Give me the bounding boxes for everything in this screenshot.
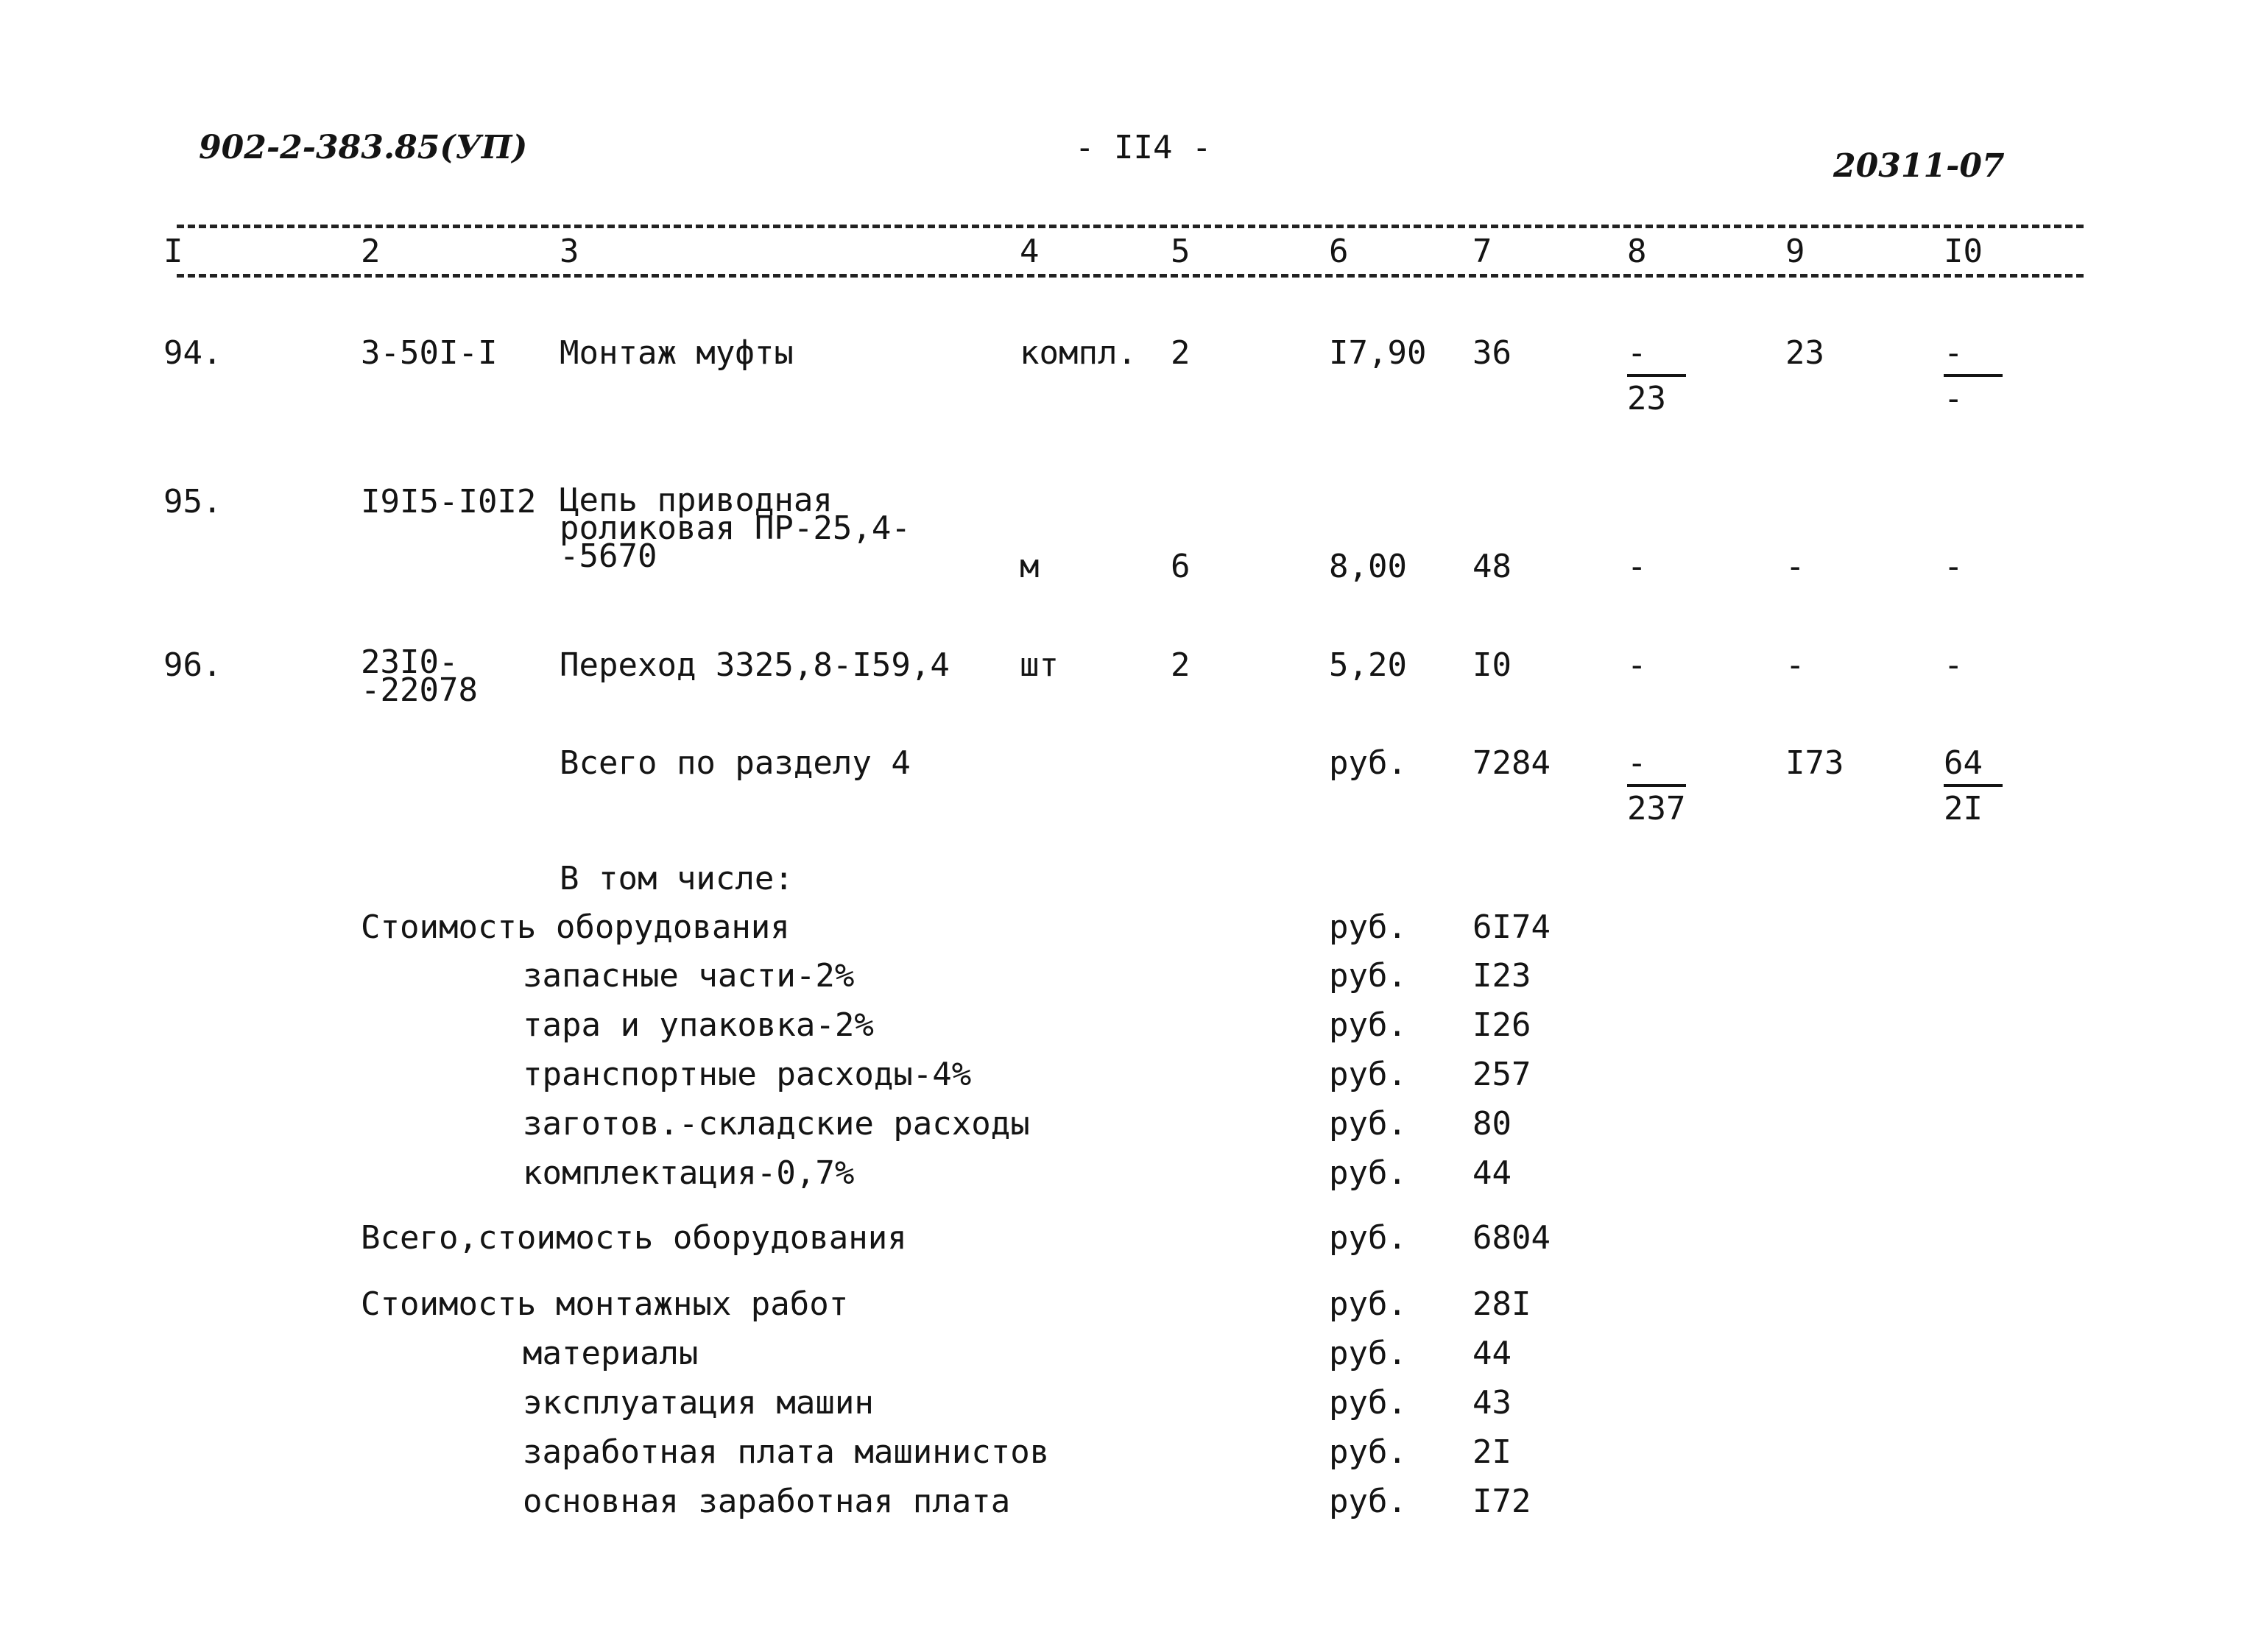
fraction-numerator: 64 [1944, 747, 2003, 787]
breakdown-item-value: 257 [1472, 1056, 1531, 1093]
column-header: 9 [1785, 233, 1805, 270]
breakdown-item-value: I23 [1472, 957, 1531, 995]
installation-cost-label: Стоимость монтажных работ [361, 1285, 849, 1323]
breakdown-item-value: 44 [1472, 1335, 1512, 1372]
breakdown-item-unit: руб. [1329, 1335, 1407, 1372]
breakdown-item-unit: руб. [1329, 1056, 1407, 1093]
row-number: 96. [163, 646, 222, 684]
section-total-value: 7284 [1472, 744, 1551, 782]
section-total-col8-fraction [1627, 744, 1686, 827]
row-name-line: роликовая ПР-25,4- [560, 509, 911, 547]
breakdown-item-value: 80 [1472, 1105, 1512, 1143]
row-col10: - [1944, 646, 1964, 684]
column-header: 6 [1329, 233, 1349, 270]
installation-cost-unit: руб. [1329, 1285, 1407, 1323]
breakdown-item-label: транспортные расходы-4% [523, 1056, 972, 1093]
column-header: 2 [361, 233, 381, 270]
breakdown-item-unit: руб. [1329, 1154, 1407, 1192]
page-number: - II4 - [1075, 129, 1212, 166]
breakdown-item-label: комплектация-0,7% [523, 1154, 855, 1192]
section-total-unit: руб. [1329, 744, 1407, 782]
row-total: I0 [1472, 646, 1512, 684]
document-code: 902-2-383.85(УП) [199, 129, 528, 166]
row-col10: - [1944, 548, 1964, 585]
row-quantity: 2 [1171, 646, 1191, 684]
row-name-line: -5670 [560, 537, 657, 575]
breakdown-item-label: заработная плата машинистов [523, 1433, 1050, 1471]
row-col9: - [1785, 548, 1805, 585]
breakdown-item-unit: руб. [1329, 957, 1407, 995]
fraction-denominator: - [1944, 380, 1964, 417]
row-col9: 23 [1785, 334, 1824, 372]
breakdown-item-label: материалы [523, 1335, 699, 1372]
row-quantity: 2 [1171, 334, 1191, 372]
row-price: I7,90 [1329, 334, 1427, 372]
row-name: Монтаж муфты [560, 334, 794, 372]
breakdown-item-label: эксплуатация машин [523, 1384, 874, 1422]
header-rule-bottom [177, 274, 2084, 278]
breakdown-item-unit: руб. [1329, 1433, 1407, 1471]
row-total: 36 [1472, 334, 1512, 372]
row-quantity: 6 [1171, 548, 1191, 585]
row-price: 8,00 [1329, 548, 1407, 585]
section-total-col10-fraction [1944, 744, 2003, 827]
row-unit: шт [1020, 646, 1059, 684]
section-total-label: Всего по разделу 4 [560, 744, 911, 782]
row-name-line: Цепь приводная [560, 481, 833, 519]
row-price: 5,20 [1329, 646, 1407, 684]
equipment-total-value: 6804 [1472, 1219, 1551, 1257]
row-code: 3-50I-I [361, 334, 498, 372]
equipment-cost-value: 6I74 [1472, 908, 1551, 946]
breakdown-item-label: тара и упаковка-2% [523, 1006, 874, 1044]
including-label: В том числе: [560, 860, 794, 897]
row-number: 94. [163, 334, 222, 372]
row-total: 48 [1472, 548, 1512, 585]
breakdown-item-value: 2I [1472, 1433, 1512, 1471]
row-code-line: -22078 [361, 671, 478, 709]
column-header: 4 [1020, 233, 1040, 270]
row-name: Переход 3325,8-I59,4 [560, 646, 950, 684]
row-number: 95. [163, 483, 222, 520]
column-header: 5 [1171, 233, 1191, 270]
breakdown-item-label: запасные части-2% [523, 957, 855, 995]
equipment-total-unit: руб. [1329, 1219, 1407, 1257]
breakdown-item-value: 43 [1472, 1384, 1512, 1422]
breakdown-item-unit: руб. [1329, 1105, 1407, 1143]
breakdown-item-label: основная заработная плата [523, 1483, 1011, 1520]
column-header: 7 [1472, 233, 1492, 270]
installation-cost-value: 28I [1472, 1285, 1531, 1323]
breakdown-item-unit: руб. [1329, 1384, 1407, 1422]
fraction-denominator: 23 [1627, 380, 1666, 417]
row-col8: - [1627, 646, 1647, 684]
equipment-total-label: Всего,стоимость оборудования [361, 1219, 907, 1257]
fraction-numerator: - [1944, 337, 2003, 377]
breakdown-item-unit: руб. [1329, 1006, 1407, 1044]
breakdown-item-label: заготов.-складские расходы [523, 1105, 1030, 1143]
fraction-denominator: 237 [1627, 790, 1686, 827]
column-header: 8 [1627, 233, 1647, 270]
row-code-line: 23I0- [361, 643, 459, 681]
breakdown-item-value: I26 [1472, 1006, 1531, 1044]
column-header: 3 [560, 233, 579, 270]
row-col8-fraction [1627, 334, 1686, 417]
fraction-numerator: - [1627, 747, 1686, 787]
row-col9: - [1785, 646, 1805, 684]
section-total-col9: I73 [1785, 744, 1844, 782]
row-col8: - [1627, 548, 1647, 585]
fraction-denominator: 2I [1944, 790, 1983, 827]
inventory-code: 20311-07 [1833, 147, 2005, 185]
breakdown-item-value: I72 [1472, 1483, 1531, 1520]
column-header: I [163, 233, 183, 270]
row-code: I9I5-I0I2 [361, 483, 537, 520]
equipment-cost-label: Стоимость оборудования [361, 908, 790, 946]
header-rule-top [177, 225, 2084, 228]
fraction-numerator: - [1627, 337, 1686, 377]
equipment-cost-unit: руб. [1329, 908, 1407, 946]
row-unit: компл. [1020, 334, 1137, 372]
row-unit: м [1020, 548, 1040, 585]
column-header: I0 [1944, 233, 1983, 270]
breakdown-item-unit: руб. [1329, 1483, 1407, 1520]
breakdown-item-value: 44 [1472, 1154, 1512, 1192]
row-col10-fraction [1944, 334, 2003, 417]
